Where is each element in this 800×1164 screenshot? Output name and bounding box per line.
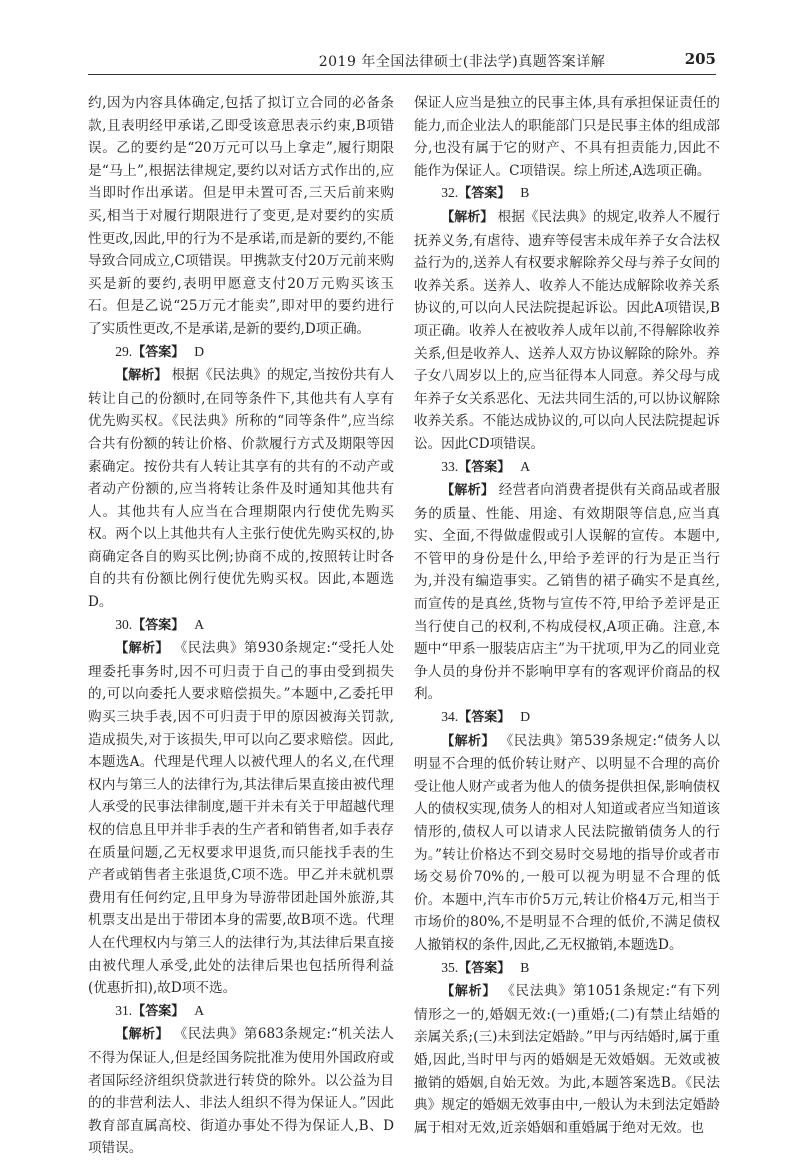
answer-35	[414, 957, 720, 981]
continued-paragraph: 约,因为内容具体确定,包括了拟订立合同的必备条款,且表明经甲承诺,乙即受该意思表示约束,B项错误。乙的要约是“20万元可以马上拿走”,履行期限是“马上”,根据法律规定,要约以对话方式作出的,应当即时作出承诺。但是甲未置可否,三天后前来购买,相当于对履行期限进行了变更,是对要约的实质性更改,因此,甲的行为不是承诺,而是新的要约,不能导致合同成立,C项错误。甲携款支付20万元前来购买是新的要约,表明甲愿意支付20万元购买该玉石。但是乙说“25万元才能卖”,即对甲的要约进行了实质性更改,不是承诺,是新的要约,D项正确。	[88, 95, 394, 337]
analysis-text: 《民法典》第930条规定:“受托人处理委托事务时,因不可归责于自己的事由受到损失的,可以向委托人要求赔偿损失。”本题中,乙委托甲购买三块手表,因不可归责于甲的原因被海关罚款,造成损失,对于该损失,甲可以向乙要求赔偿。因此,本题选A。代理是代理人以被代理人的名义,在代理权内与第三人的法律行为,其法律后果直接由被代理人承受的民事法律制度,题干并未有关于甲超越代理权的信息且甲并非手表的生产者和销售者,如手表存在质量问题,乙无权要求甲退货,而只能找手表的生产者或销售者主张退货,C项不选。甲乙并未就机票费用有任何约定,且甲身为导游带团赴国外旅游,其机票支出是出于带团本身的需要,故B项不选。代理人在代理权内与第三人的法律行为,其法律后果直接由被代理人承受,此处的法律后果也包括所得利益(优惠折扣),故D项不选。	[88, 640, 394, 997]
answer-label: 【答案】	[458, 960, 511, 976]
page-number: 205	[684, 50, 716, 68]
answer-label: 【答案】	[132, 617, 185, 633]
analysis-text: 《民法典》第1051条规定:“有下列情形之一的,婚姻无效:(一)重婚;(二)有禁止结婚的亲属关系;(三)未到法定婚龄。”甲与丙结婚时,属于重婚,因此,当时甲与丙的婚姻是无效婚姻。无效或被撤销的婚姻,自始无效。为此,本题答案选B。《民法典》规定的婚姻无效事由中,一般认为未到法定婚龄属于相对无效,近亲婚姻和重婚属于绝对无效。也	[414, 983, 720, 1136]
answer-29	[88, 341, 394, 365]
analysis-label: 【解析】	[441, 209, 494, 225]
analysis-label: 【解析】	[115, 1027, 169, 1043]
answer-letter: D	[520, 709, 531, 725]
question-number: 32.	[441, 185, 459, 201]
question-number: 33.	[441, 458, 459, 474]
answer-32	[414, 182, 720, 206]
answer-label: 【答案】	[458, 710, 511, 726]
right-column	[414, 92, 720, 1139]
answer-label: 【答案】	[132, 344, 185, 360]
analysis-31	[88, 1023, 394, 1160]
analysis-34	[414, 730, 720, 957]
left-column	[88, 92, 394, 1160]
analysis-text: 《民法典》第539条规定:“债务人以明显不合理的低价转让财产、以明显不合理的高价受让他人财产或者为他人的债务提供担保,影响债权人的债权实现,债务人的相对人知道或者应当知道该情形的,债权人可以请求人民法院撤销债务人的行为。”转让价格达不到交易时交易地的指导价或者市场交易价70%的,一般可以视为明显不合理的低价。本题中,汽车市价5万元,转让价格4万元,相当于市场价的80%,不是明显不合理的低价,不满足债权人撤销权的条件,因此,乙无权撤销,本题选D。	[414, 732, 720, 953]
question-number: 31.	[115, 1002, 133, 1018]
answer-label: 【答案】	[458, 186, 511, 202]
analysis-35	[414, 980, 720, 1139]
analysis-text: 根据《民法典》的规定,当按份共有人转让自己的份额时,在同等条件下,其他共有人享有优先购买权。《民法典》所称的“同等条件”,应当综合共有份额的转让价格、价款履行方式及期限等因素确定。按份共有人转让其享有的共有的不动产或者动产份额的,应当将转让条件及时通知其他共有人。其他共有人应当在合理期限内行使优先购买权。两个以上其他共有人主张行使优先购买权的,协商确定各自的购买比例;协商不成的,按照转让时各自的共有份额比例行使优先购买权。因此,本题选D。	[88, 367, 394, 611]
analysis-30	[88, 637, 394, 1000]
analysis-text: 经营者向消费者提供有关商品或者服务的质量、性能、用途、有效期限等信息,应当真实、全面,不得做虚假或引人误解的宣传。本题中,不管甲的身份是什么,甲给予差评的行为是正当行为,并没有编造事实。乙销售的裙子确实不是真丝,而宣传的是真丝,货物与宣传不符,甲给予差评是正当行使自己的权利,不构成侵权,A项正确。注意,本题中“甲系一服装店店主”为干扰项,甲为乙的同业竞争人员的身份并不影响甲享有的客观评价商品的权利。	[414, 482, 720, 703]
answer-34	[414, 706, 720, 730]
answer-label: 【答案】	[458, 459, 511, 475]
analysis-text: 《民法典》第683条规定:“机关法人不得为保证人,但是经国务院批准为使用外国政府或者国际经济组织贷款进行转贷的除外。以公益为目的的非营利法人、非法人组织不得为保证人。”因此教育部直属高校、街道办事处不得为保证人,B、D项错误。	[88, 1026, 394, 1157]
question-number: 29.	[115, 343, 133, 359]
answer-33	[414, 456, 720, 480]
answer-letter: B	[520, 185, 530, 201]
answer-label: 【答案】	[132, 1003, 185, 1019]
running-title: 2019 年全国法律硕士(非法学)真题答案详解	[318, 54, 606, 70]
analysis-32	[414, 206, 720, 456]
analysis-label: 【解析】	[441, 984, 497, 1000]
answer-letter: A	[194, 1002, 205, 1018]
question-number: 34.	[441, 709, 459, 725]
answer-31	[88, 1000, 394, 1024]
analysis-label: 【解析】	[115, 368, 168, 384]
continued-paragraph: 保证人应当是独立的民事主体,具有承担保证责任的能力,而企业法人的职能部门只是民事主体的组成部分,也没有属于它的财产、不具有担责能力,因此不能作为保证人。C项错误。综上所述,A选项正确。	[414, 95, 720, 179]
running-header	[88, 50, 716, 75]
question-number: 30.	[115, 616, 133, 632]
analysis-33	[414, 479, 720, 706]
question-number: 35.	[441, 959, 459, 975]
analysis-text: 根据《民法典》的规定,收养人不履行抚养义务,有虐待、遗弃等侵害未成年养子女合法权益行为的,送养人有权要求解除养父母与养子女间的收养关系。送养人、收养人不能达成解除收养关系协议的,可以向人民法院提起诉讼。因此A项错误,B项正确。收养人在被收养人成年以前,不得解除收养关系,但是收养人、送养人双方协议解除的除外。养子女八周岁以上的,应当征得本人同意。养父母与成年养子女关系恶化、无法共同生活的,可以协议解除收养关系。不能达成协议的,可以向人民法院提起诉讼。因此CD项错误。	[414, 208, 720, 452]
answer-30	[88, 614, 394, 638]
analysis-29	[88, 364, 394, 614]
answer-letter: B	[520, 959, 530, 975]
answer-letter: D	[194, 343, 205, 359]
answer-letter: A	[194, 616, 205, 632]
analysis-label: 【解析】	[441, 733, 495, 749]
analysis-label: 【解析】	[441, 483, 495, 499]
answer-letter: A	[520, 458, 531, 474]
analysis-label: 【解析】	[115, 641, 169, 657]
